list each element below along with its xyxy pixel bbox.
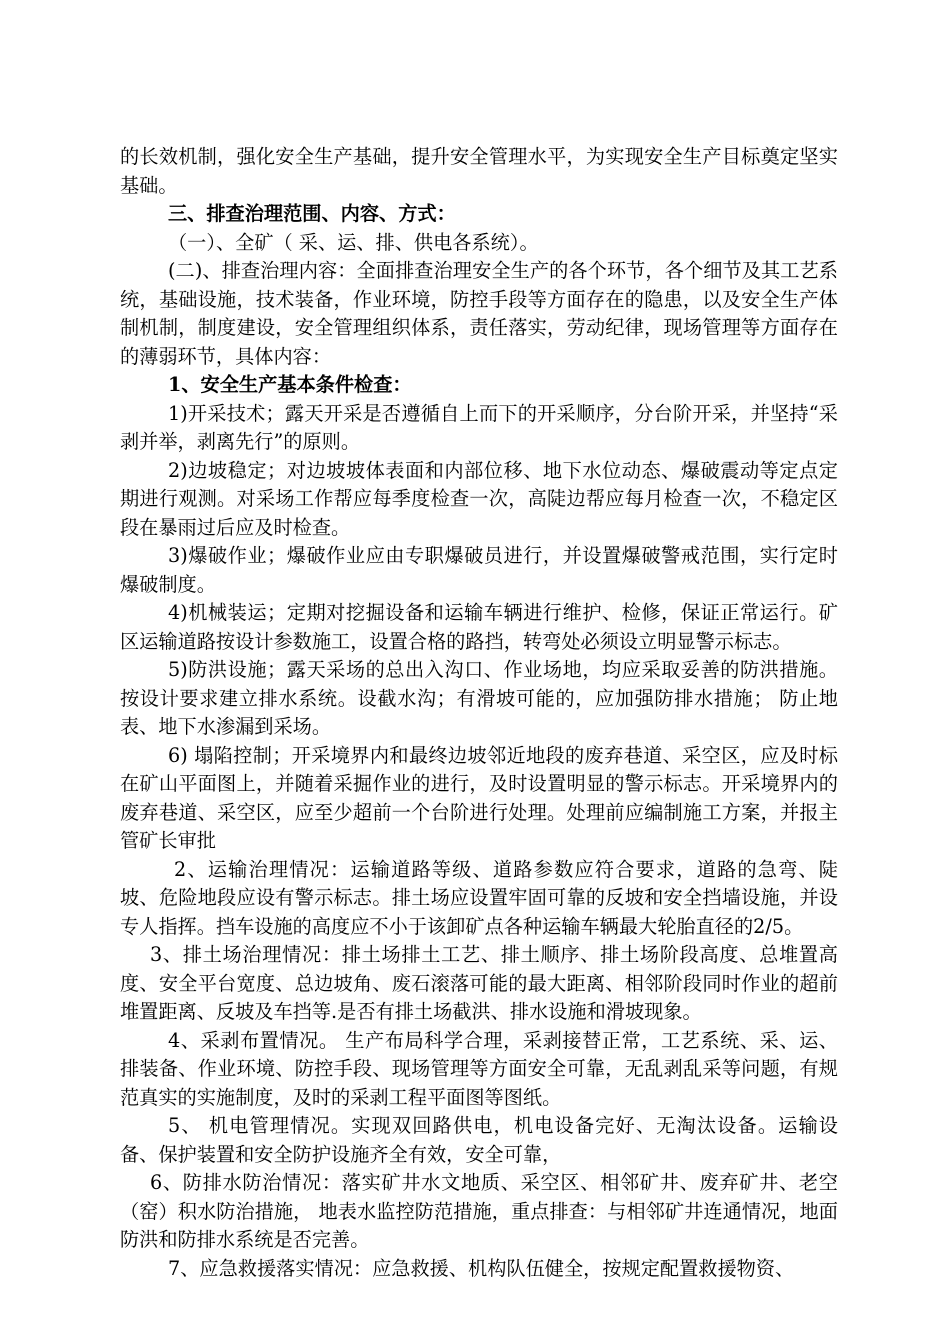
- section-heading-three: 三、排查治理范围、内容、方式：: [168, 202, 456, 225]
- paragraph-electromechanical: 5、 机电管理情况。实现双回路供电，机电设备完好、无淘汰设备。运输设备、保护装置和安全防护设施齐全有效，安全可靠，: [120, 1114, 838, 1166]
- paragraph-flood-control: 5)防洪设施；露天采场的总出入沟口、作业场地，均应采取妥善的防洪措施。按设计要求建立排水系统。设截水沟；有滑坡可能的，应加强防排水措施； 防止地表、地下水渗漏到采场。: [120, 658, 838, 738]
- paragraph-blasting: 3)爆破作业；爆破作业应由专职爆破员进行，并设置爆破警戒范围，实行定时爆破制度。: [120, 544, 838, 596]
- paragraph-transport: 2、运输治理情况：运输道路等级、道路参数应符合要求，道路的急弯、陡坡、危险地段应设有警示标志。排土场应设置牢固可靠的反坡和安全挡墙设施，并设专人指挥。挡车设施的高度应不小于该卸矿点各种运输车辆最大轮胎直径的2/5。: [120, 857, 838, 938]
- paragraph-mechanical-loading: 4)机械装运；定期对挖掘设备和运输车辆进行维护、检修，保证正常运行。矿区运输道路按设计参数施工，设置合格的路挡，转弯处必须设立明显警示标志。: [120, 601, 838, 653]
- paragraph-dump-site: 3、排土场治理情况：排土场排土工艺、排土顺序、排土场阶段高度、总堆置高度、安全平台宽度、总边坡角、废石滚落可能的最大距离、相邻阶段同时作业的超前堆置距离、反坡及车挡等.是否有排土场截洪、排水设施和滑坡现象。: [120, 943, 838, 1023]
- paragraph-scope: （一）、全矿（ 采、运、排、供电各系统）。: [168, 230, 539, 254]
- paragraph-drainage: 6、防排水防治情况：落实矿井水文地质、采空区、相邻矿井、废弃矿井、老空（窑）积水防治措施， 地表水监控防范措施，重点排查：与相邻矿井连通情况，地面防洪和防排水系统是否完善。: [120, 1171, 838, 1251]
- paragraph-emergency-rescue: 7、应急救援落实情况：应急救援、机构队伍健全，按规定配置救援物资、: [168, 1256, 795, 1280]
- paragraph-collapse-control: 6) 塌陷控制；开采境界内和最终边坡邻近地段的废弃巷道、采空区，应及时标在矿山平面图上，并随着采掘作业的进行，及时设置明显的警示标志。开采境界内的废弃巷道、采空区，应至少超前一个台阶进行处理。处理前应编制施工方案，并报主管矿长审批: [120, 743, 838, 852]
- document-body: [120, 143, 838, 1283]
- paragraph-slope-stability: 2)边坡稳定；对边坡坡体表面和内部位移、地下水位动态、爆破震动等定点定期进行观测。对采场工作帮应每季度检查一次，高陡边帮应每月检查一次，不稳定区段在暴雨过后应及时检查。: [120, 458, 838, 539]
- subheading-basic-conditions: 1、安全生产基本条件检查：: [168, 373, 412, 396]
- paragraph-content: (二)、排查治理内容：全面排查治理安全生产的各个环节，各个细节及其工艺系统，基础设施，技术装备，作业环境，防控手段等方面存在的隐患，以及安全生产体制机制，制度建设，安全管理组织体系，责任落实，劳动纪律，现场管理等方面存在的薄弱环节，具体内容：: [120, 259, 838, 368]
- paragraph-stripping-layout: 4、采剥布置情况。 生产布局科学合理，采剥接替正常，工艺系统、采、运、排装备、作业环境、防控手段、现场管理等方面安全可靠，无乱剥乱采等问题，有规范真实的实施制度，及时的采剥工程平面图等图纸。: [120, 1028, 838, 1109]
- paragraph-intro-continuation: 的长效机制，强化安全生产基础，提升安全管理水平，为实现安全生产目标奠定坚实基础。: [120, 145, 838, 197]
- paragraph-mining-technique: 1)开采技术；露天开采是否遵循自上而下的开采顺序，分台阶开采，并坚持“采剥并举，剥离先行”的原则。: [120, 401, 838, 453]
